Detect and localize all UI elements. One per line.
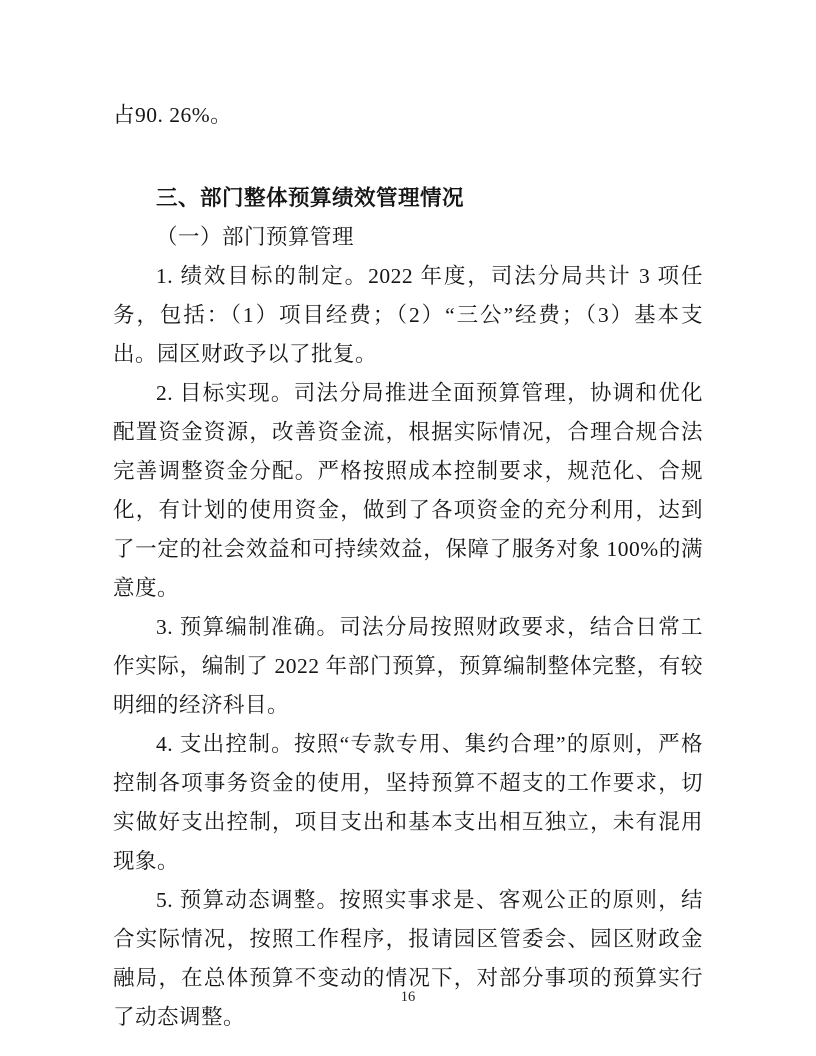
paragraph-continuation: 占90. 26%。 <box>113 103 233 127</box>
page-number: 16 <box>400 989 416 1005</box>
paragraph-item-3: 3. 预算编制准确。司法分局按照财政要求，结合日常工作实际，编制了 2022 年部门预算，预算编制整体完整，有较明细的经济科目。 <box>113 615 703 717</box>
paragraph-item-4: 4. 支出控制。按照“专款专用、集约合理”的原则，严格控制各项事务资金的使用，坚持预算不超支的工作要求，切实做好支出控制，项目支出和基本支出相互独立，未有混用现象。 <box>113 732 703 873</box>
paragraph-item-5: 5. 预算动态调整。按照实事求是、客观公正的原则，结合实际情况，按照工作程序，报请园区管委会、园区财政金融局，在总体预算不变动的情况下，对部分事项的预算实行了动态调整。 <box>113 888 703 1029</box>
section-heading: 三、部门整体预算绩效管理情况 <box>156 186 465 210</box>
document-body <box>113 96 703 1037</box>
paragraph-item-1: 1. 绩效目标的制定。2022 年度，司法分局共计 3 项任务，包括：（1）项目经费；（2）“三公”经费；（3）基本支出。园区财政予以了批复。 <box>113 264 703 366</box>
subsection-heading: （一）部门预算管理 <box>156 225 355 249</box>
paragraph-item-2: 2. 目标实现。司法分局推进全面预算管理，协调和优化配置资金资源，改善资金流，根据实际情况，合理合规合法完善调整资金分配。严格按照成本控制要求，规范化、合规化，有计划的使用资金，做到了各项资金的充分利用，达到了一定的社会效益和可持续效益，保障了服务对象 100%的满意度。 <box>113 381 703 600</box>
